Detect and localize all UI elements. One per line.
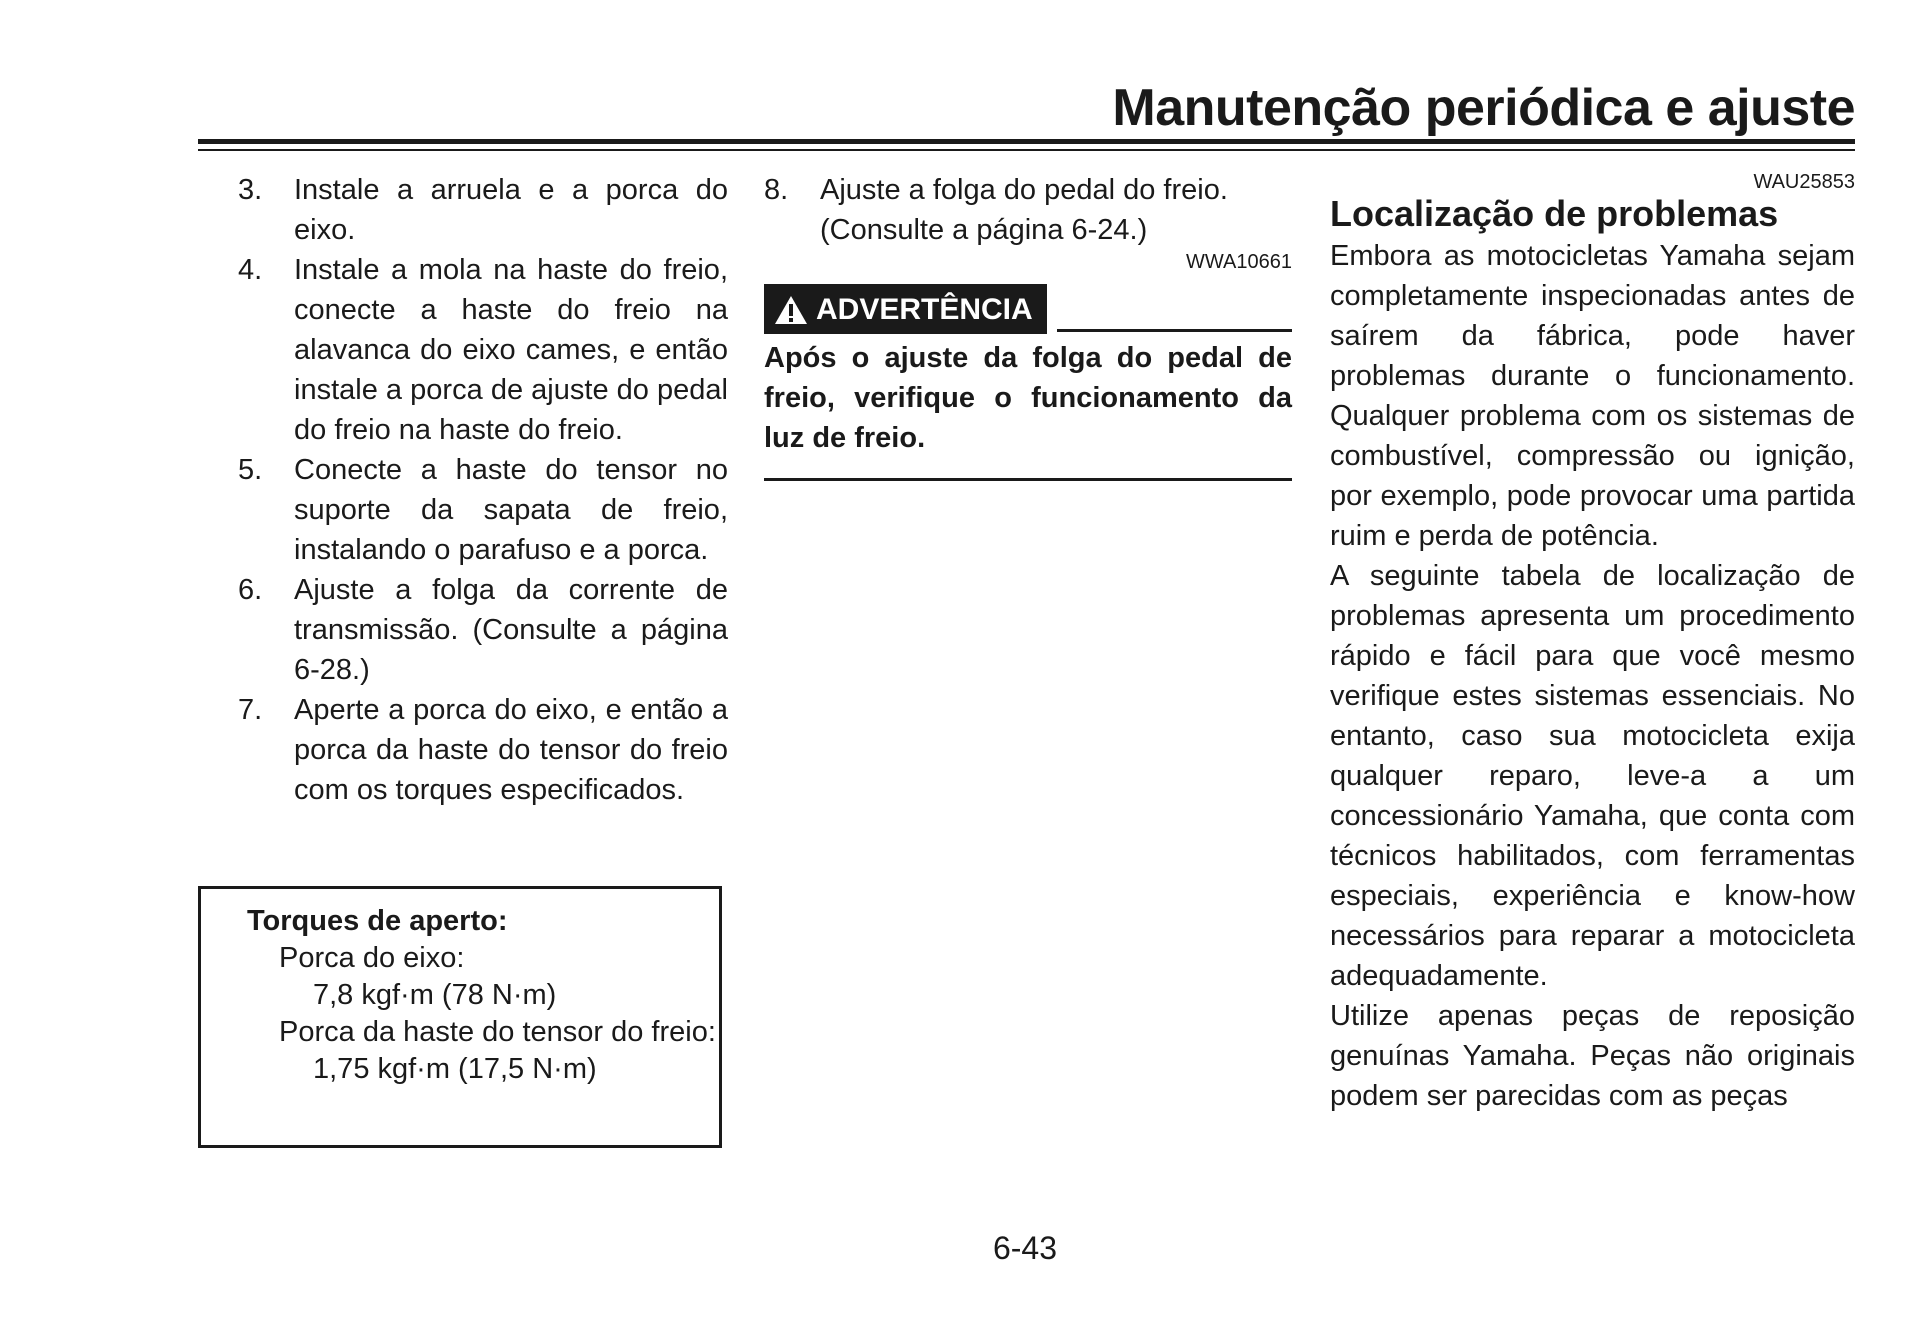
page-number: 6-43 xyxy=(992,1230,1058,1266)
step-7 xyxy=(238,690,728,810)
paragraph: Embora as motocicletas Yamaha sejam completamente inspecionadas antes de saírem da fábrica, pode haver problemas durante o funcionamento. Qualquer problema com os sistemas de combustível, compressão ou ignição, por exemplo, pode provocar uma partida ruim e perda de potência. xyxy=(1330,240,1855,552)
section-code: WAU25853 xyxy=(1753,171,1855,193)
paragraph: Utilize apenas peças de reposição genuínas Yamaha. Peças não originais podem ser parecidas com as peças xyxy=(1330,1000,1855,1112)
step-number: 5. xyxy=(238,454,263,486)
warning-text: Após o ajuste da folga do pedal de freio, verifique o funcionamento da luz de freio. xyxy=(764,342,1292,454)
warning-triangle-icon xyxy=(774,295,808,325)
step-text: Ajuste a folga da corrente de transmissão. (Consulte a página 6-28.) xyxy=(294,574,728,686)
column-left xyxy=(238,170,728,810)
step-text: Instale a mola na haste do freio, conecte a haste do freio na alavanca do eixo cames, e então instale a porca de ajuste do pedal do freio na haste do freio. xyxy=(294,254,728,446)
warning-badge xyxy=(764,284,1047,334)
warning-header xyxy=(764,284,1292,334)
step-text: Conecte a haste do tensor no suporte da sapata de freio, instalando o parafuso e a porca. xyxy=(294,454,728,566)
warning-end-rule xyxy=(764,478,1292,481)
warning-code: WWA10661 xyxy=(1186,251,1292,273)
step-number: 4. xyxy=(238,254,263,286)
step-text: Aperte a porca do eixo, e então a porca da haste do tensor do freio com os torques especificados. xyxy=(294,694,728,806)
step-number: 7. xyxy=(238,694,263,726)
header-rule-thin xyxy=(198,149,1855,151)
page-title: Manutenção periódica e ajuste xyxy=(1112,79,1855,137)
step-number: 3. xyxy=(238,174,263,206)
step-number: 8. xyxy=(764,174,789,206)
step-number: 6. xyxy=(238,574,263,606)
spec-item2-value: 1,75 kgf·m (17,5 N·m) xyxy=(313,1053,597,1085)
step-text: Ajuste a folga do pedal do freio. (Consulte a página 6-24.) xyxy=(820,174,1228,246)
column-middle xyxy=(764,170,1292,481)
section-title: Localização de problemas xyxy=(1330,193,1779,234)
step-text: Instale a arruela e a porca do eixo. xyxy=(294,174,728,246)
step-8 xyxy=(764,170,1292,250)
step-5 xyxy=(238,450,728,570)
header-rule-thick xyxy=(198,139,1855,144)
spec-item2-label: Porca da haste do tensor do freio: xyxy=(279,1016,716,1048)
step-4 xyxy=(238,250,728,450)
spec-item1-value: 7,8 kgf·m (78 N·m) xyxy=(313,979,557,1011)
column-right xyxy=(1330,170,1855,1116)
spec-item1-label: Porca do eixo: xyxy=(279,942,465,974)
warning-rule xyxy=(1057,329,1292,332)
step-3 xyxy=(238,170,728,250)
torque-spec-box xyxy=(198,886,722,1148)
step-6 xyxy=(238,570,728,690)
spec-title: Torques de aperto: xyxy=(247,905,508,937)
warning-label: ADVERTÊNCIA xyxy=(816,293,1033,326)
paragraph: A seguinte tabela de localização de problemas apresenta um procedimento rápido e fácil para que você mesmo verifique estes sistemas essenciais. No entanto, caso sua motocicleta exija qualquer reparo, leve-a a um concessionário Yamaha, que conta com técnicos habilitados, com ferramentas especiais, experiência e know-how necessários para reparar a motocicleta adequadamente. xyxy=(1330,560,1855,992)
